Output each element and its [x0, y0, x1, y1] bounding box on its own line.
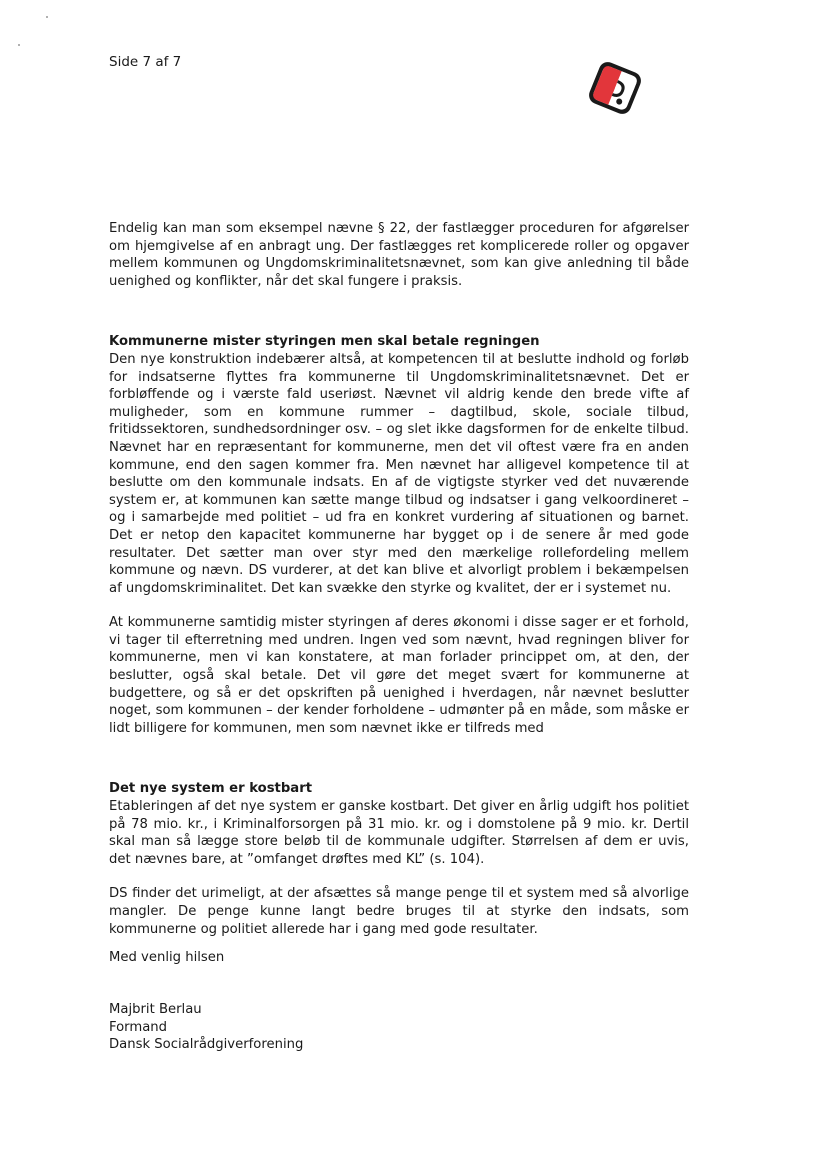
intro-paragraph: Endelig kan man som eksempel nævne § 22, der fastlægger proceduren for afgørelser om hjemgivelse af en anbragt ung. Der fastlægges ret komplicerede roller og opgaver mellem kommunen og Ungdomskriminalitetsnævnet, som kan give anledning til både uenighed og konflikter, når det skal fungere i praksis. [109, 221, 689, 289]
scan-speck [18, 44, 20, 46]
section-paragraph: Den nye konstruktion indebærer altså, at kompetencen til at beslutte indhold og forløb for indsatserne flyttes fra kommunerne til Ungdomskriminalitetsnævnet. Det er forbløffende og i værste fald useriøst. Nævnet vil aldrig kende den brede vifte af muligheder, som en kommune rummer – dagtilbud, skole, sociale tilbud, fritidssektoren, sundhedsordninger osv. – og slet ikke dagsformen for de enkelte tilbud. Nævnet har en repræsentant for kommunerne, men det vil oftest være fra en anden kommune, end den sagen kommer fra. Men nævnet har alligevel kompetence til at beslutte om den kommunale indsats. En af de vigtigste styrker ved det nuværende system er, at kommunen kan sætte mange tilbud og indsatser i gang velkoordineret – og i samarbejde med politiet – ud fra en konkret vurdering af situationen og barnet. Det er netop den kapacitet kommunerne har bygget op i de senere år med gode resultater. Det sætter man over styr med den mærkelige rollefordeling mellem kommune og nævn. DS vurderer, at det kan blive et alvorligt problem i bekæmpelsen af ungdomskriminalitet. Det kan svække den styrke og kvalitet, der er i systemet nu. [109, 351, 689, 596]
section-paragraph: DS finder det urimeligt, at der afsættes så mange penge til et system med så alvorlige mangler. De penge kunne langt bedre bruges til at styrke den indsats, som kommunerne og politiet allerede har i gang med gode resultater. [109, 886, 689, 937]
section-paragraph: Etableringen af det nye system er ganske kostbart. Det giver en årlig udgift hos politiet på 78 mio. kr., i Kriminalforsorgen på 31 mio. kr. og i domstolene på 9 mio. kr. Dertil skal man så lægge store beløb til de kommunale udgifter. Størrelsen af dem er uvis, det nævnes bare, at ”omfanget drøftes med KL” (s. 104). [109, 799, 689, 867]
signatory-organization: Dansk Socialrådgiverforening [109, 1037, 304, 1053]
closing-greeting: Med venlig hilsen [109, 950, 225, 965]
scan-speck [46, 16, 48, 18]
signatory-name: Majbrit Berlau [109, 1002, 202, 1017]
ds-logo-icon [584, 57, 646, 119]
section-paragraph: At kommunerne samtidig mister styringen af deres økonomi i disse sager er et forhold, vi tager til efterretning med undren. Ingen ved som nævnt, hvad regningen bliver for kommunerne, men vi kan konstatere, at man forlader princippet om, at den, der beslutter, også skal betale. Det vil gøre det meget svært for kommunerne at budgettere, og så er det opskriften på uenighed i hverdagen, når nævnet beslutter noget, som kommunen – der kender forholdene – udmønter på en måde, som måske er lidt billigere for kommunen, men som nævnet ikke er tilfreds med [109, 615, 689, 736]
letter-body [109, 220, 689, 938]
section-heading-kostbart: Det nye system er kostbart [109, 781, 312, 797]
signature-block [109, 1001, 303, 1054]
signatory-title: Formand [109, 1019, 168, 1035]
section-heading-styring: Kommunerne mister styringen men skal betale regningen [109, 334, 540, 350]
page-number: Side 7 af 7 [109, 54, 182, 70]
